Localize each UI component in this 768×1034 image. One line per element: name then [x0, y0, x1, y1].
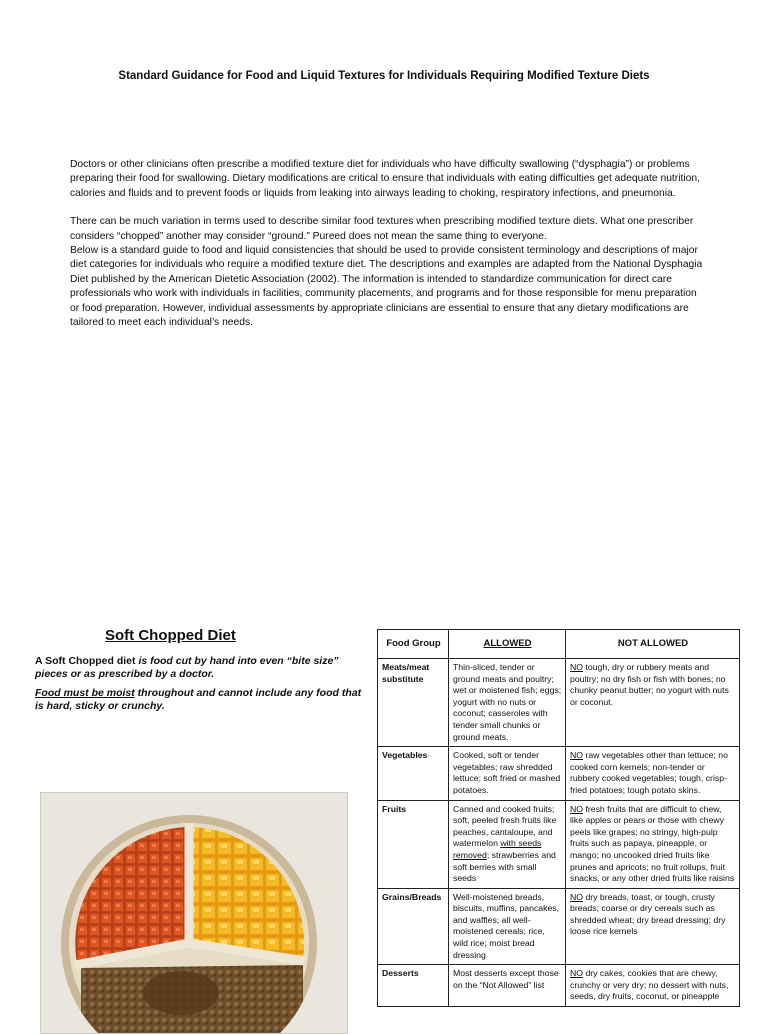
- table-header-row: [378, 630, 740, 659]
- intro-paragraph: Doctors or other clinicians often prescribe a modified texture diet for individuals who have difficulty swallowing (“dysphagia”) or problems preparing their food for swallowing. Dietary modifications are critical to ensure that individuals with eating difficulties get adequate nutrition, calories and fluids and to prevent foods or liquids from leaking into airways leading to choking, respiratory infections, and pneumonia.: [70, 159, 700, 199]
- food-group-cell: Vegetables: [378, 747, 449, 800]
- soft-chopped-definition: [35, 655, 369, 681]
- column-header-allowed: ALLOWED: [449, 630, 566, 659]
- food-group-cell: Grains/Breads: [378, 888, 449, 965]
- definition-lead: A Soft Chopped diet: [35, 655, 139, 667]
- intro-paragraph: Below is a standard guide to food and liquid consistencies that should be used to provide consistent terminology and descriptions of major diet categories for individuals who require a modified texture diet. The descriptions and examples are adapted from the National Dysphagia Diet published by the American Dietetic Association (2002). The information is intended to standardize communication for direct care professionals who work with individuals in facilities, community placements, and programs and for those responsible for menu preparation or food preparation. However, individual assessments by appropriate clinicians are essential to ensure that any dietary modifications are tailored to meet each individual’s needs.: [70, 245, 703, 329]
- moist-rest: throughout and cannot include any food that is hard, sticky or crunchy.: [35, 687, 362, 712]
- divided-plate-image: [41, 793, 347, 1033]
- not-allowed-cell: NO dry cakes, cookies that are chewy, crunchy or very dry; no dessert with nuts, seeds, dry fruits, coconut, or pineapple: [566, 965, 740, 1007]
- food-group-cell: Meats/meat substitute: [378, 659, 449, 747]
- gravy: [143, 971, 219, 1015]
- table-row: [378, 659, 740, 747]
- column-header-food-group: Food Group: [378, 630, 449, 659]
- allowed-cell: Thin-sliced, tender or ground meats and poultry; wet or moistened fish; eggs; yogurt with no nuts or coconut; casseroles with tender small chunks or ground meats.: [449, 659, 566, 747]
- table-row: [378, 888, 740, 965]
- food-group-cell: Fruits: [378, 800, 449, 888]
- allowed-cell: Canned and cooked fruits; soft, peeled fresh fruits like peaches, cantaloupe, and watermelon with seeds removed; strawberries and soft berries with small seeds: [449, 800, 566, 888]
- squash-portion: [189, 827, 304, 959]
- allowed-cell: Most desserts except those on the “Not Allowed” list: [449, 965, 566, 1007]
- diet-guidance-table: [377, 629, 740, 1007]
- table-row: [378, 965, 740, 1007]
- intro-paragraph: There can be much variation in terms used to describe similar food textures when prescribing modified texture diets. What one prescriber considers “chopped” another may consider “ground.” Pureed does not mean the same thing to everyone.: [70, 216, 694, 242]
- moist-emphasis: Food must be moist: [35, 687, 135, 699]
- table-row: [378, 800, 740, 888]
- allowed-cell: Cooked, soft or tender vegetables; raw shredded lettuce; soft fried or mashed potatoes.: [449, 747, 566, 800]
- soft-chopped-heading: Soft Chopped Diet: [105, 627, 236, 644]
- not-allowed-cell: NO dry breads, toast, or tough, crusty breads; coarse or dry cereals such as shredded wheat; dry bread dressing; dry loose rice kernels: [566, 888, 740, 965]
- not-allowed-cell: NO fresh fruits that are difficult to chew, like apples or pears or those with chewy peels like grapes; no stringy, high-pulp fruits such as papaya, pineapple, or mango; no uncooked dried fruits like prunes and apricots; no fruit rollups, fruit snacks, or any other dried fruits like raisins: [566, 800, 740, 888]
- table-row: [378, 747, 740, 800]
- soft-chopped-description: [35, 655, 369, 713]
- food-group-cell: Desserts: [378, 965, 449, 1007]
- column-header-not-allowed: NOT ALLOWED: [566, 630, 740, 659]
- not-allowed-cell: NO tough, dry or rubbery meats and poultry; no dry fish or fish with bones; no chunky peanut butter; no yogurt with nuts or coconut.: [566, 659, 740, 747]
- moist-requirement: [35, 687, 369, 713]
- page-title: Standard Guidance for Food and Liquid Textures for Individuals Requiring Modified Texture Diets: [118, 70, 650, 82]
- not-allowed-cell: NO raw vegetables other than lettuce; no cooked corn kernels; non-tender or rubbery cooked vegetables; tough, crisp-fried potatoes; tough potato skins.: [566, 747, 740, 800]
- allowed-cell: Well-moistened breads, biscuits, muffins, pancakes, and waffles; all well-moistened cereals; rice, wild rice; moist bread dressing: [449, 888, 566, 965]
- soft-chopped-food-photo: [40, 792, 348, 1034]
- intro-section: [70, 158, 706, 330]
- definition-italic: is food cut by hand into even “bite size” pieces or as prescribed by a doctor.: [35, 655, 339, 680]
